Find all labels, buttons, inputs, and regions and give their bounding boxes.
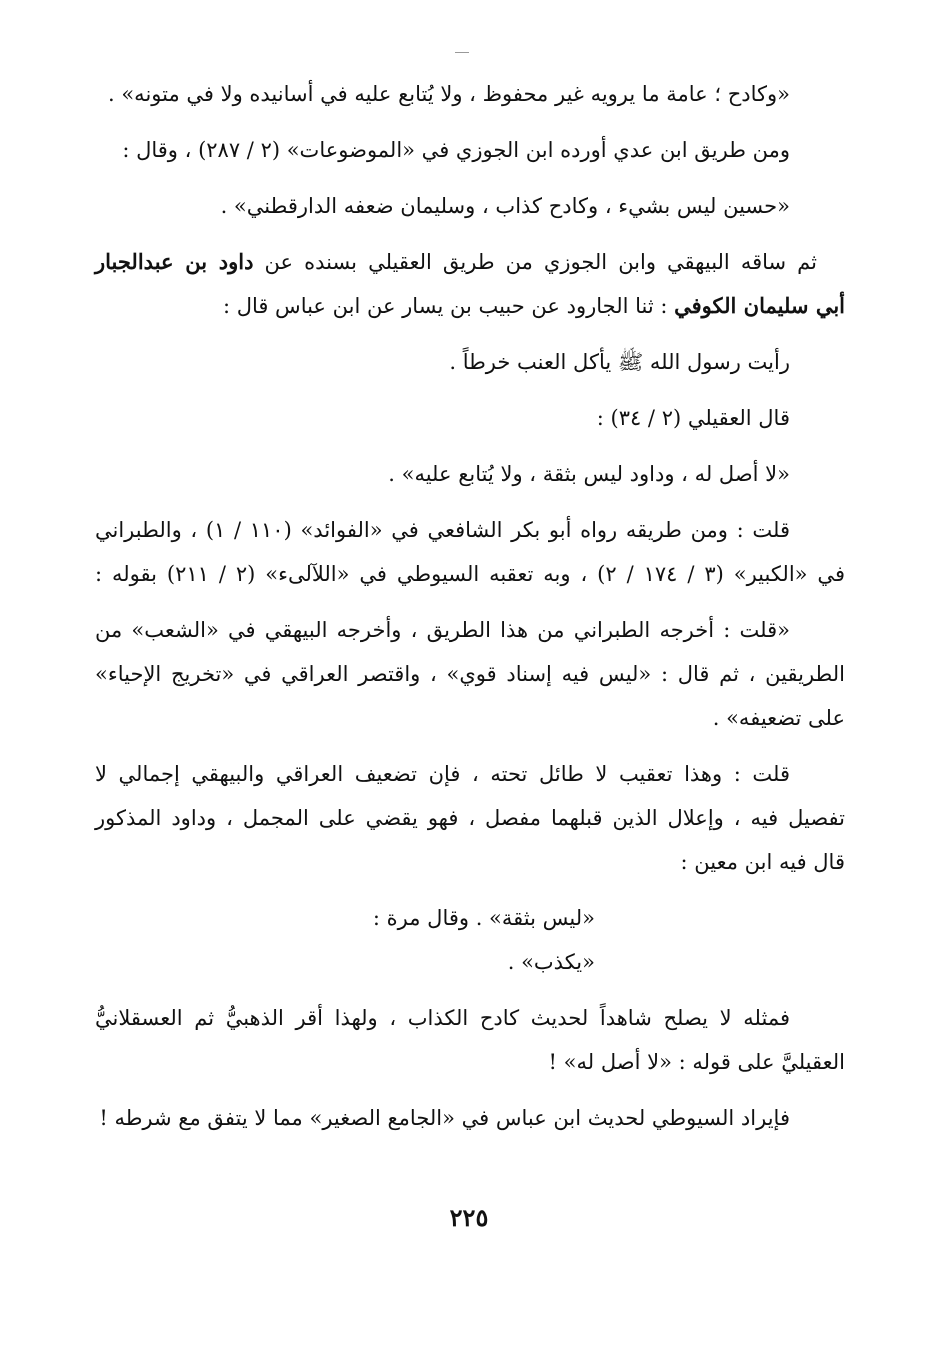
page-body: [95, 72, 845, 1140]
paragraph-4-text-a: ثم ساقه البيهقي وابن الجوزي من طريق العقيلي بسنده عن: [264, 250, 817, 274]
paragraph-9-line-1: «قلت : أخرجه الطبراني من هذا الطريق ، وأخرجه البيهقي في «الشعب» من: [95, 618, 790, 642]
paragraph-9-line-3: على تضعيفه» .: [712, 706, 845, 730]
paragraph-10-line-3: قال فيه ابن معين :: [680, 850, 845, 874]
paragraph-10: [95, 752, 845, 884]
paragraph-4: [95, 240, 845, 328]
paragraph-8-line-1: قلت : ومن طريقه رواه أبو بكر الشافعي في «الفوائد» (١١٠ / ١) ، والطبراني: [95, 518, 790, 542]
paragraph-13: فإيراد السيوطي لحديث ابن عباس في «الجامع الصغير» مما لا يتفق مع شرطه !: [99, 1106, 790, 1130]
narrator-kunya: أبي سليمان الكوفي: [674, 293, 845, 318]
paragraph-1: «وكادح ؛ عامة ما يرويه غير محفوظ ، ولا يُتابع عليه في أسانيده ولا في متونه» .: [107, 82, 790, 106]
paragraph-10-line-2: تفصيل فيه ، وإعلال الذين قبلهما مفصل ، فهو يقضي على المجمل ، وداود المذكور: [95, 806, 845, 830]
paragraph-4-line-2: [95, 284, 845, 328]
paragraph-2: ومن طريق ابن عدي أورده ابن الجوزي في «الموضوعات» (٢ / ٢٨٧) ، وقال :: [122, 138, 790, 162]
paragraph-6: قال العقيلي (٢ / ٣٤) :: [596, 406, 790, 430]
paragraph-11-line-2: «يكذب» .: [507, 950, 595, 974]
paragraph-12-line-1: فمثله لا يصلح شاهداً لحديث كادح الكذاب ، ولهذا أقر الذهبيُّ ثم العسقلانيُّ: [95, 1006, 790, 1030]
paragraph-3: «حسين ليس بشيء ، وكادح كذاب ، وسليمان ضعفه الدارقطني» .: [220, 194, 790, 218]
top-mark: [455, 52, 469, 53]
paragraph-9-line-2: الطريقين ، ثم قال : «ليس فيه إسناد قوي» ، واقتصر العراقي في «تخريج الإحياء»: [95, 662, 845, 686]
paragraph-11: [95, 896, 845, 984]
paragraph-7: «لا أصل له ، وداود ليس بثقة ، ولا يُتابع عليه» .: [388, 462, 790, 486]
paragraph-10-line-1: قلت : وهذا تعقيب لا طائل تحته ، فإن تضعيف العراقي والبيهقي إجمالي لا: [95, 762, 790, 786]
paragraph-12: [95, 996, 845, 1084]
paragraph-4-line-1: [95, 240, 845, 284]
paragraph-12-line-2: العقيليَّ على قوله : «لا أصل له» !: [548, 1050, 845, 1074]
paragraph-8: [95, 508, 845, 596]
narrator-name: داود بن عبدالجبار: [95, 249, 254, 274]
hadith-text: رأيت رسول الله ﷺ يأكل العنب خرطاً .: [449, 350, 790, 374]
paragraph-8-line-2: في «الكبير» (٣ / ١٧٤ / ٢) ، وبه تعقبه السيوطي في «اللآلىء» (٢ / ٢١١) بقوله :: [95, 562, 845, 586]
paragraph-4-text-b: : ثنا الجارود عن حبيب بن يسار عن ابن عباس قال :: [222, 294, 668, 318]
page-number: ٢٢٥: [449, 1203, 489, 1232]
paragraph-11-line-1: «ليس بثقة» . وقال مرة :: [372, 906, 595, 930]
paragraph-9: [95, 608, 845, 740]
